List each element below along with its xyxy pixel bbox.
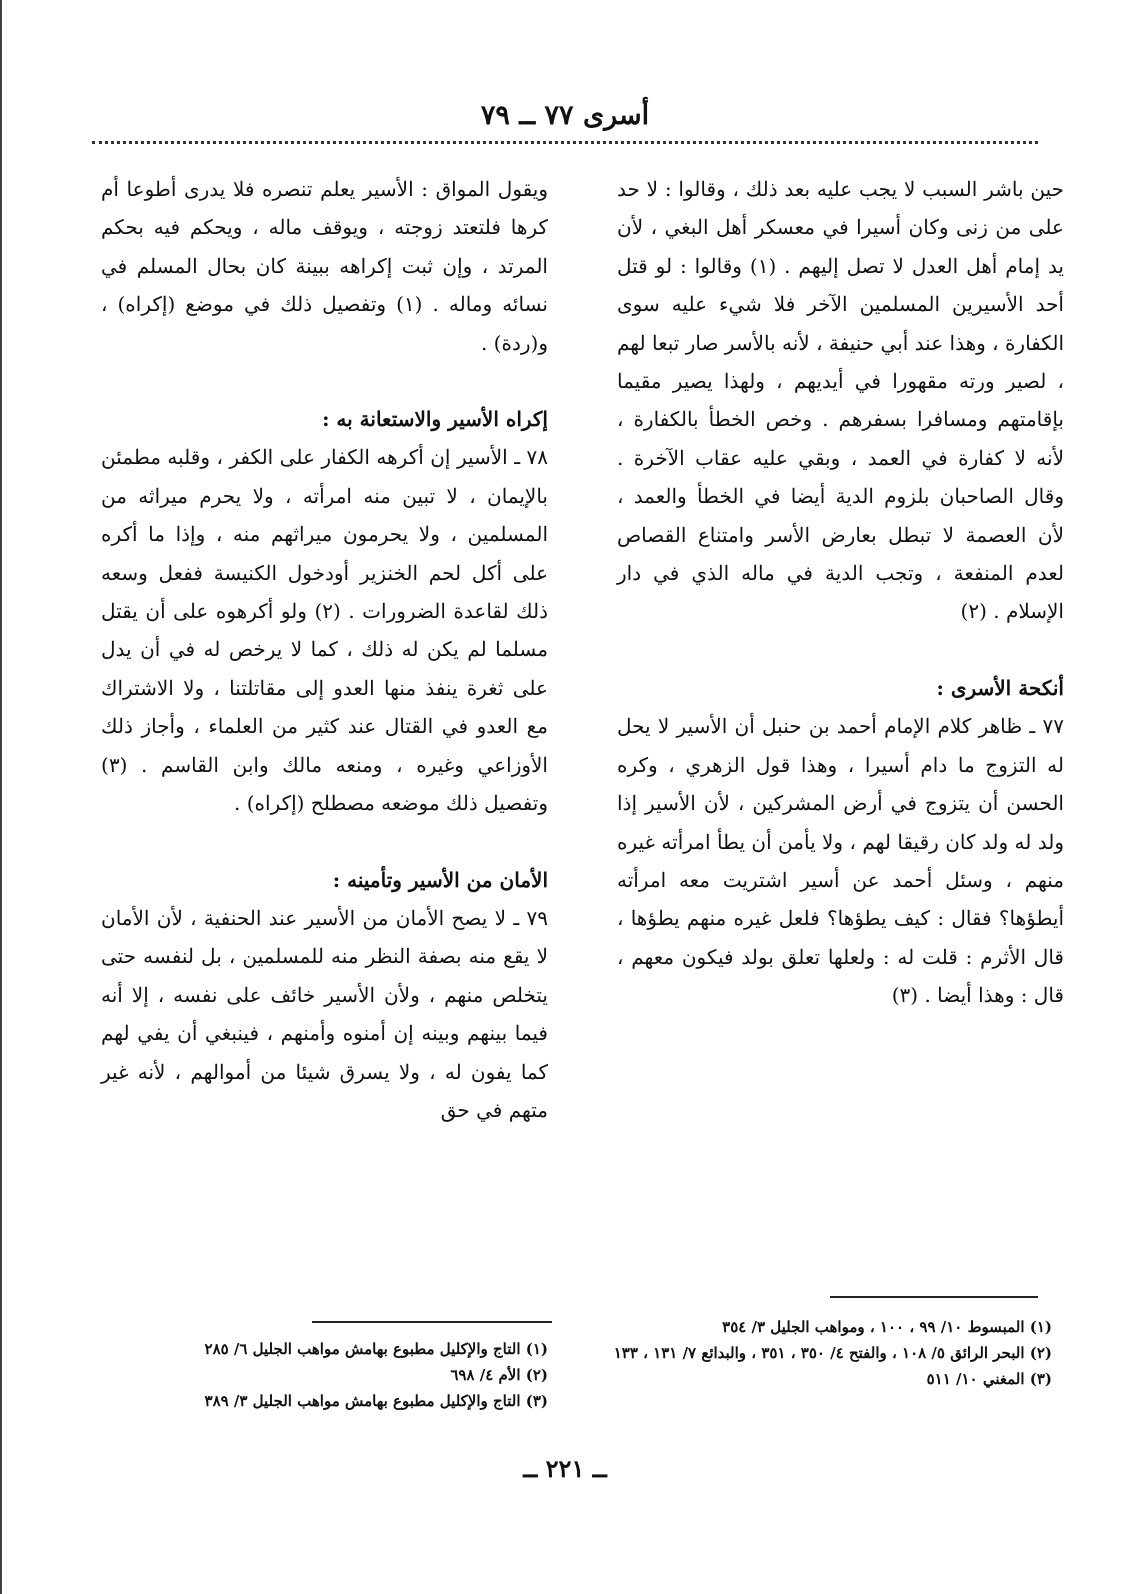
paragraph: ويقول المواق : الأسير يعلم تنصره فلا يدرى أطوعا أم كرها فلتعتد زوجته ، ويوقف ماله ، ويحكم فيه بحكم المرتد ، وإن ثبت إكراهه ببينة كان بحال المسلم في نسائه وماله . (١) وتفصيل ذلك في موضع (إكراه) ، و(ردة) . [101, 177, 548, 355]
paragraph: ٧٨ ـ الأسير إن أكرهه الكفار على الكفر ، وقلبه مطمئن بالإيمان ، لا تبين منه امرأته ، ولا يحرم ميراثه من المسلمين ، ولا يحرمون ميراثهم منه ، وإذا ما أكره على أكل لحم الخنزير أودخول الكنيسة ففعل وسعه ذلك لقاعدة الضرورات . (٢) ولو أكرهوه على أن يقتل مسلما لم يكن له ذلك ، كما لا يرخص له في أن يدل على ثغرة ينفذ منها العدو إلى مقاتلتنا ، ولا الاشتراك مع العدو في القتال عند كثير من العلماء ، وأجاز ذلك الأوزاعي وغيره ، ومنعه مالك وابن القاسم . (٣) وتفصيل ذلك موضعه مصطلح (إكراه) . [101, 445, 549, 816]
footnotes-right [612, 1314, 1052, 1392]
footnote: (٢) الأم ٤/ ٦٩٨ [450, 1366, 548, 1384]
footnote: (٣) التاج والإكليل مطبوع بهامش مواهب الجليل ٣/ ٣٨٩ [204, 1392, 548, 1410]
paragraph: حين باشر السبب لا يجب عليه بعد ذلك ، وقالوا : لا حد على من زنى وكان أسيرا في معسكر أهل البغي ، لأن يد إمام أهل العدل لا تصل إليهم . (١) وقالوا : لو قتل أحد الأسيرين المسلمين الآخر فلا شيء عليه سوى الكفارة ، وهذا عند أبي حنيفة ، لأنه بالأسر صار تبعا لهم ، لصير ورته مقهورا في أيديهم ، ولهذا يصير مقيما بإقامتهم ومسافرا بسفرهم . وخص الخطأ بالكفارة ، لأنه لا كفارة في العمد ، وبقي عليه عقاب الآخرة . وقال الصاحبان بلزوم الدية أيضا في الخطأ والعمد ، لأن العصمة لا تبطل بعارض الأسر وامتناع القصاص لعدم المنفعة ، وتجب الدية في ماله الذي في دار الإسلام . (٢) [617, 177, 1065, 624]
footnote: (٣) المغني ١٠/ ٥١١ [926, 1370, 1052, 1388]
footnote-separator [830, 1296, 1038, 1298]
footnote: (١) التاج والإكليل مطبوع بهامش مواهب الجليل ٦/ ٢٨٥ [204, 1340, 548, 1358]
section-heading: إكراه الأسير والاستعانة به : [322, 407, 548, 432]
left-column [101, 170, 548, 1129]
footnote-separator [312, 1321, 552, 1323]
running-header: أسرى ٧٧ ــ ٧٩ [480, 100, 650, 131]
section-heading: أنكحة الأسرى : [936, 675, 1064, 700]
footnote: (١) المبسوط ١٠/ ٩٩ ، ١٠٠ ، ومواهب الجليل ٣/ ٣٥٤ [722, 1318, 1052, 1336]
footnotes-left [101, 1336, 548, 1414]
section-heading: الأمان من الأسير وتأمينه : [332, 867, 548, 892]
page-number: ــ ٢٢١ ــ [523, 1454, 607, 1483]
right-column [617, 170, 1064, 1015]
paragraph: ٧٧ ـ ظاهر كلام الإمام أحمد بن حنبل أن الأسير لا يحل له التزوج ما دام أسيرا ، وهذا قول الزهري ، وكره الحسن أن يتزوج في أرض المشركين ، لأن الأسير إذا ولد له ولد كان رقيقا لهم ، ولا يأمن أن يطأ امرأته غيره منهم ، وسئل أحمد عن أسير اشتريت معه امرأته أيطؤها؟ فقال : كيف يطؤها؟ فلعل غيره منهم يطؤها ، قال الأثرم : قلت له : ولعلها تعلق بولد فيكون معهم ، قال : وهذا أيضا . (٣) [617, 714, 1064, 1008]
paragraph: ٧٩ ـ لا يصح الأمان من الأسير عند الحنفية ، لأن الأمان لا يقع منه بصفة النظر منه للمسلمين ، بل لنفسه حتى يتخلص منهم ، ولأن الأسير خائف على نفسه ، إلا أنه فيما بينهم وبينه إن أمنوه وأمنهم ، فينبغي أن يفي لهم كما يفون له ، ولا يسرق شيئا من أموالهم ، لأنه غير متهم في حق [101, 905, 548, 1122]
page-edge-line [0, 0, 2, 1594]
footnote: (٢) البحر الرائق ٥/ ١٠٨ ، والفتح ٤/ ٣٥٠ ، ٣٥١ ، والبدائع ٧/ ١٣١ ، ١٣٣ [613, 1344, 1052, 1362]
header-dotted-rule [92, 141, 1038, 144]
